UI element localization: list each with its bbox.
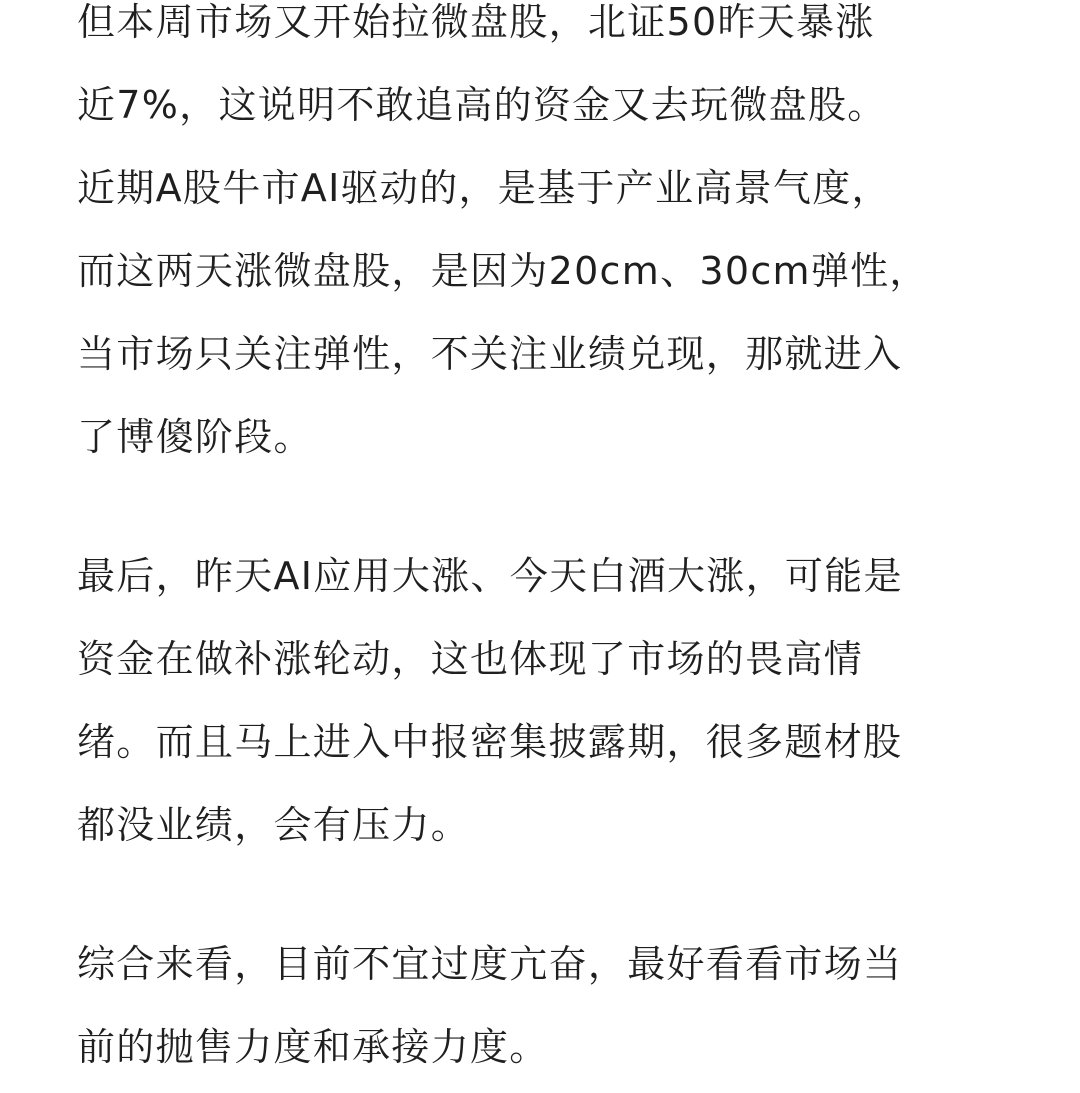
text-line: 近期A股牛市AI驱动的，是基于产业高景气度， xyxy=(77,166,891,210)
text-line: 而这两天涨微盘股，是因为20cm、30cm弹性， xyxy=(77,249,929,293)
text-line: 资金在做补涨轮动，这也体现了市场的畏高情 xyxy=(77,637,864,681)
article-body xyxy=(77,0,1007,1089)
text-line: 最后，昨天AI应用大涨、今天白酒大涨，可能是 xyxy=(77,554,903,598)
paragraph-gap xyxy=(77,479,1007,535)
text-line: 近7%，这说明不敢追高的资金又去玩微盘股。 xyxy=(77,83,887,127)
text-line: 前的抛售力度和承接力度。 xyxy=(77,1025,549,1069)
paragraph-1 xyxy=(77,0,1007,479)
paragraph-gap xyxy=(77,867,1007,923)
text-line: 了博傻阶段。 xyxy=(77,415,313,459)
paragraph-3 xyxy=(77,923,1007,1089)
text-line: 当市场只关注弹性，不关注业绩兑现，那就进入 xyxy=(77,332,903,376)
text-line: 绪。而且马上进入中报密集披露期，很多题材股 xyxy=(77,720,903,764)
text-line: 都没业绩，会有压力。 xyxy=(77,803,471,847)
text-line: 但本周市场又开始拉微盘股，北证50昨天暴涨 xyxy=(77,0,875,44)
text-line: 综合来看，目前不宜过度亢奋，最好看看市场当 xyxy=(77,942,903,986)
paragraph-2 xyxy=(77,535,1007,867)
